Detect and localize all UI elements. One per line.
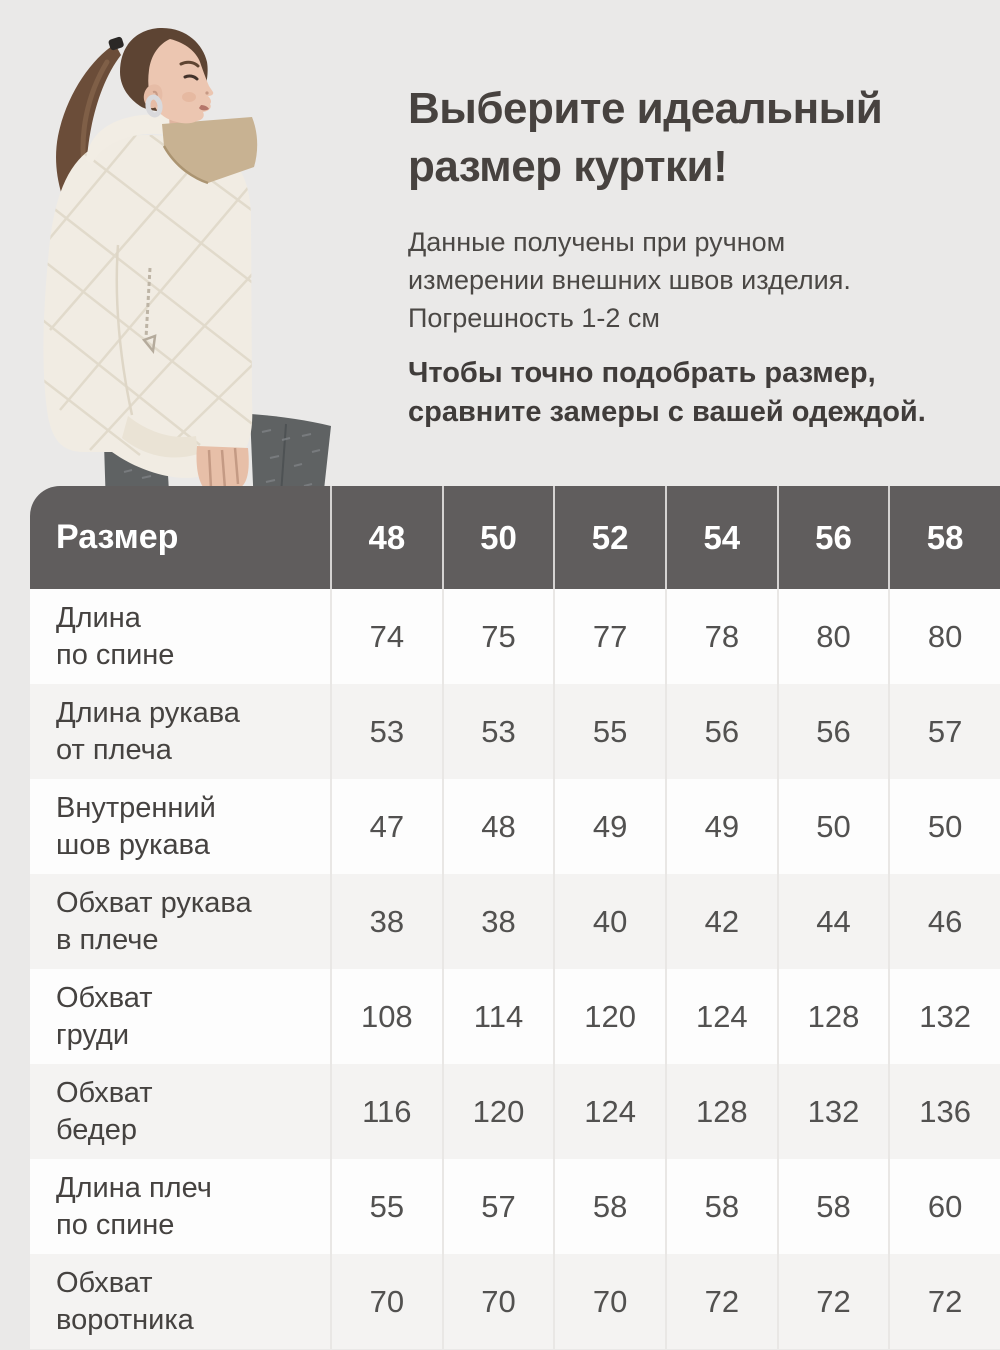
size-value: 120 [442,1064,554,1159]
text-line: измерении внешних швов изделия. [408,265,851,295]
size-value: 136 [888,1064,1000,1159]
model-head [108,28,213,123]
size-value: 38 [330,874,442,969]
table-header-size: 54 [665,486,777,589]
size-value: 132 [888,969,1000,1064]
size-value: 47 [330,779,442,874]
table-row [30,969,1000,1064]
size-value: 70 [553,1254,665,1349]
table-row [30,684,1000,779]
size-value: 49 [553,779,665,874]
text-line: Данные получены при ручном [408,227,786,257]
size-value: 77 [553,589,665,684]
row-label-line: в плече [56,923,159,956]
row-label-line: Обхват [56,1266,153,1299]
model-photo [0,0,400,508]
size-value: 50 [888,779,1000,874]
size-value: 56 [777,684,889,779]
row-label [30,1254,330,1349]
size-value: 124 [665,969,777,1064]
size-value: 116 [330,1064,442,1159]
size-value: 55 [553,684,665,779]
text-line: Чтобы точно подобрать размер, [408,357,876,389]
row-label-line: груди [56,1018,130,1051]
measurement-note [408,223,988,337]
size-value: 72 [665,1254,777,1349]
size-value: 128 [665,1064,777,1159]
intro-section [408,80,988,432]
size-value: 50 [777,779,889,874]
row-label-line: Длина плеч [56,1171,212,1204]
size-value: 74 [330,589,442,684]
row-label-line: по спине [56,638,175,671]
size-value: 58 [553,1159,665,1254]
size-value: 48 [442,779,554,874]
row-label [30,684,330,779]
row-label-line: Обхват рукава [56,886,252,919]
row-label-line: бедер [56,1113,137,1146]
text-line: сравните замеры с вашей одеждой. [408,396,926,428]
size-value: 128 [777,969,889,1064]
size-value: 80 [888,589,1000,684]
size-value: 57 [888,684,1000,779]
size-value: 60 [888,1159,1000,1254]
row-label-line: Длина [56,601,141,634]
row-label [30,874,330,969]
table-header-size: 50 [442,486,554,589]
row-label-line: шов рукава [56,828,210,861]
size-value: 46 [888,874,1000,969]
row-label-line: по спине [56,1208,175,1241]
row-label-line: от плеча [56,733,172,766]
size-value: 56 [665,684,777,779]
size-value: 124 [553,1064,665,1159]
table-row [30,589,1000,684]
size-value: 70 [330,1254,442,1349]
size-value: 55 [330,1159,442,1254]
size-value: 53 [330,684,442,779]
size-value: 78 [665,589,777,684]
row-label-line: Обхват [56,981,153,1014]
row-label-line: Длина рукава [56,696,240,729]
size-value: 114 [442,969,554,1064]
table-body [30,589,1000,1349]
row-label-line: Обхват [56,1076,153,1109]
size-value: 75 [442,589,554,684]
size-value: 72 [888,1254,1000,1349]
row-label-line: воротника [56,1303,194,1336]
table-header-size: 52 [553,486,665,589]
size-value: 80 [777,589,889,684]
table-row [30,874,1000,969]
size-value: 49 [665,779,777,874]
size-value: 42 [665,874,777,969]
table-header-size: 48 [330,486,442,589]
size-value: 58 [665,1159,777,1254]
row-label-line: Внутренний [56,791,216,824]
size-value: 57 [442,1159,554,1254]
row-label [30,779,330,874]
row-label [30,589,330,684]
size-value: 58 [777,1159,889,1254]
table-header-row [30,486,1000,589]
table-row [30,1064,1000,1159]
size-value: 53 [442,684,554,779]
row-label [30,969,330,1064]
table-row [30,1159,1000,1254]
table-header-size: 56 [777,486,889,589]
size-value: 38 [442,874,554,969]
row-label [30,1064,330,1159]
row-label [30,1159,330,1254]
comparison-advice [408,354,988,432]
table-header-size: 58 [888,486,1000,589]
size-value: 120 [553,969,665,1064]
page-title [408,80,988,196]
text-line: Погрешность 1-2 см [408,303,660,333]
size-value: 132 [777,1064,889,1159]
title-line: размер куртки! [408,142,728,191]
size-value: 108 [330,969,442,1064]
size-value: 40 [553,874,665,969]
size-value: 44 [777,874,889,969]
title-line: Выберите идеальный [408,84,883,133]
table-row [30,779,1000,874]
size-table [30,486,1000,1349]
table-header-size-label: Размер [56,518,179,556]
size-value: 70 [442,1254,554,1349]
table-row [30,1254,1000,1349]
size-value: 72 [777,1254,889,1349]
